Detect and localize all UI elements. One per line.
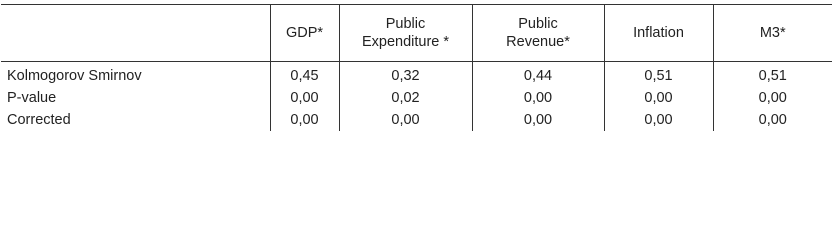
table-cell: 0,51	[604, 62, 713, 88]
table-cell: 0,00	[339, 109, 472, 131]
table-cell: 0,51	[713, 62, 832, 88]
column-header-text: Public	[518, 16, 558, 32]
row-label: Corrected	[7, 112, 71, 128]
header-corner-cell	[1, 5, 270, 62]
table-cell: 0,02	[339, 87, 472, 109]
table-cell: 0,00	[472, 109, 604, 131]
column-header-text: M3*	[759, 25, 786, 41]
column-header-text: GDP*	[285, 25, 324, 41]
header-row	[1, 5, 832, 62]
column-header-text: Revenue*	[506, 34, 570, 50]
column-header-text: Expenditure *	[361, 34, 450, 50]
table-cell: 0,32	[339, 62, 472, 88]
column-header-gdp	[270, 5, 339, 62]
column-header-public-expenditure	[339, 5, 472, 62]
row-label: Kolmogorov Smirnov	[7, 68, 142, 84]
column-header-m3	[713, 5, 832, 62]
table-cell: 0,00	[713, 87, 832, 109]
row-label: P-value	[7, 90, 57, 106]
column-header-inflation	[604, 5, 713, 62]
table-row	[1, 109, 832, 131]
table-cell: 0,00	[270, 109, 339, 131]
column-header-public-revenue	[472, 5, 604, 62]
column-header-text: Inflation	[633, 25, 684, 41]
table-cell: 0,00	[604, 109, 713, 131]
stats-table	[1, 4, 832, 131]
table-cell: 0,44	[472, 62, 604, 88]
table-cell: 0,00	[472, 87, 604, 109]
column-header-text: Public	[385, 16, 426, 32]
table-cell: 0,00	[604, 87, 713, 109]
table-cell: 0,45	[270, 62, 339, 88]
table-row	[1, 87, 832, 109]
table-cell: 0,00	[713, 109, 832, 131]
table-cell: 0,00	[270, 87, 339, 109]
table-row	[1, 62, 832, 88]
